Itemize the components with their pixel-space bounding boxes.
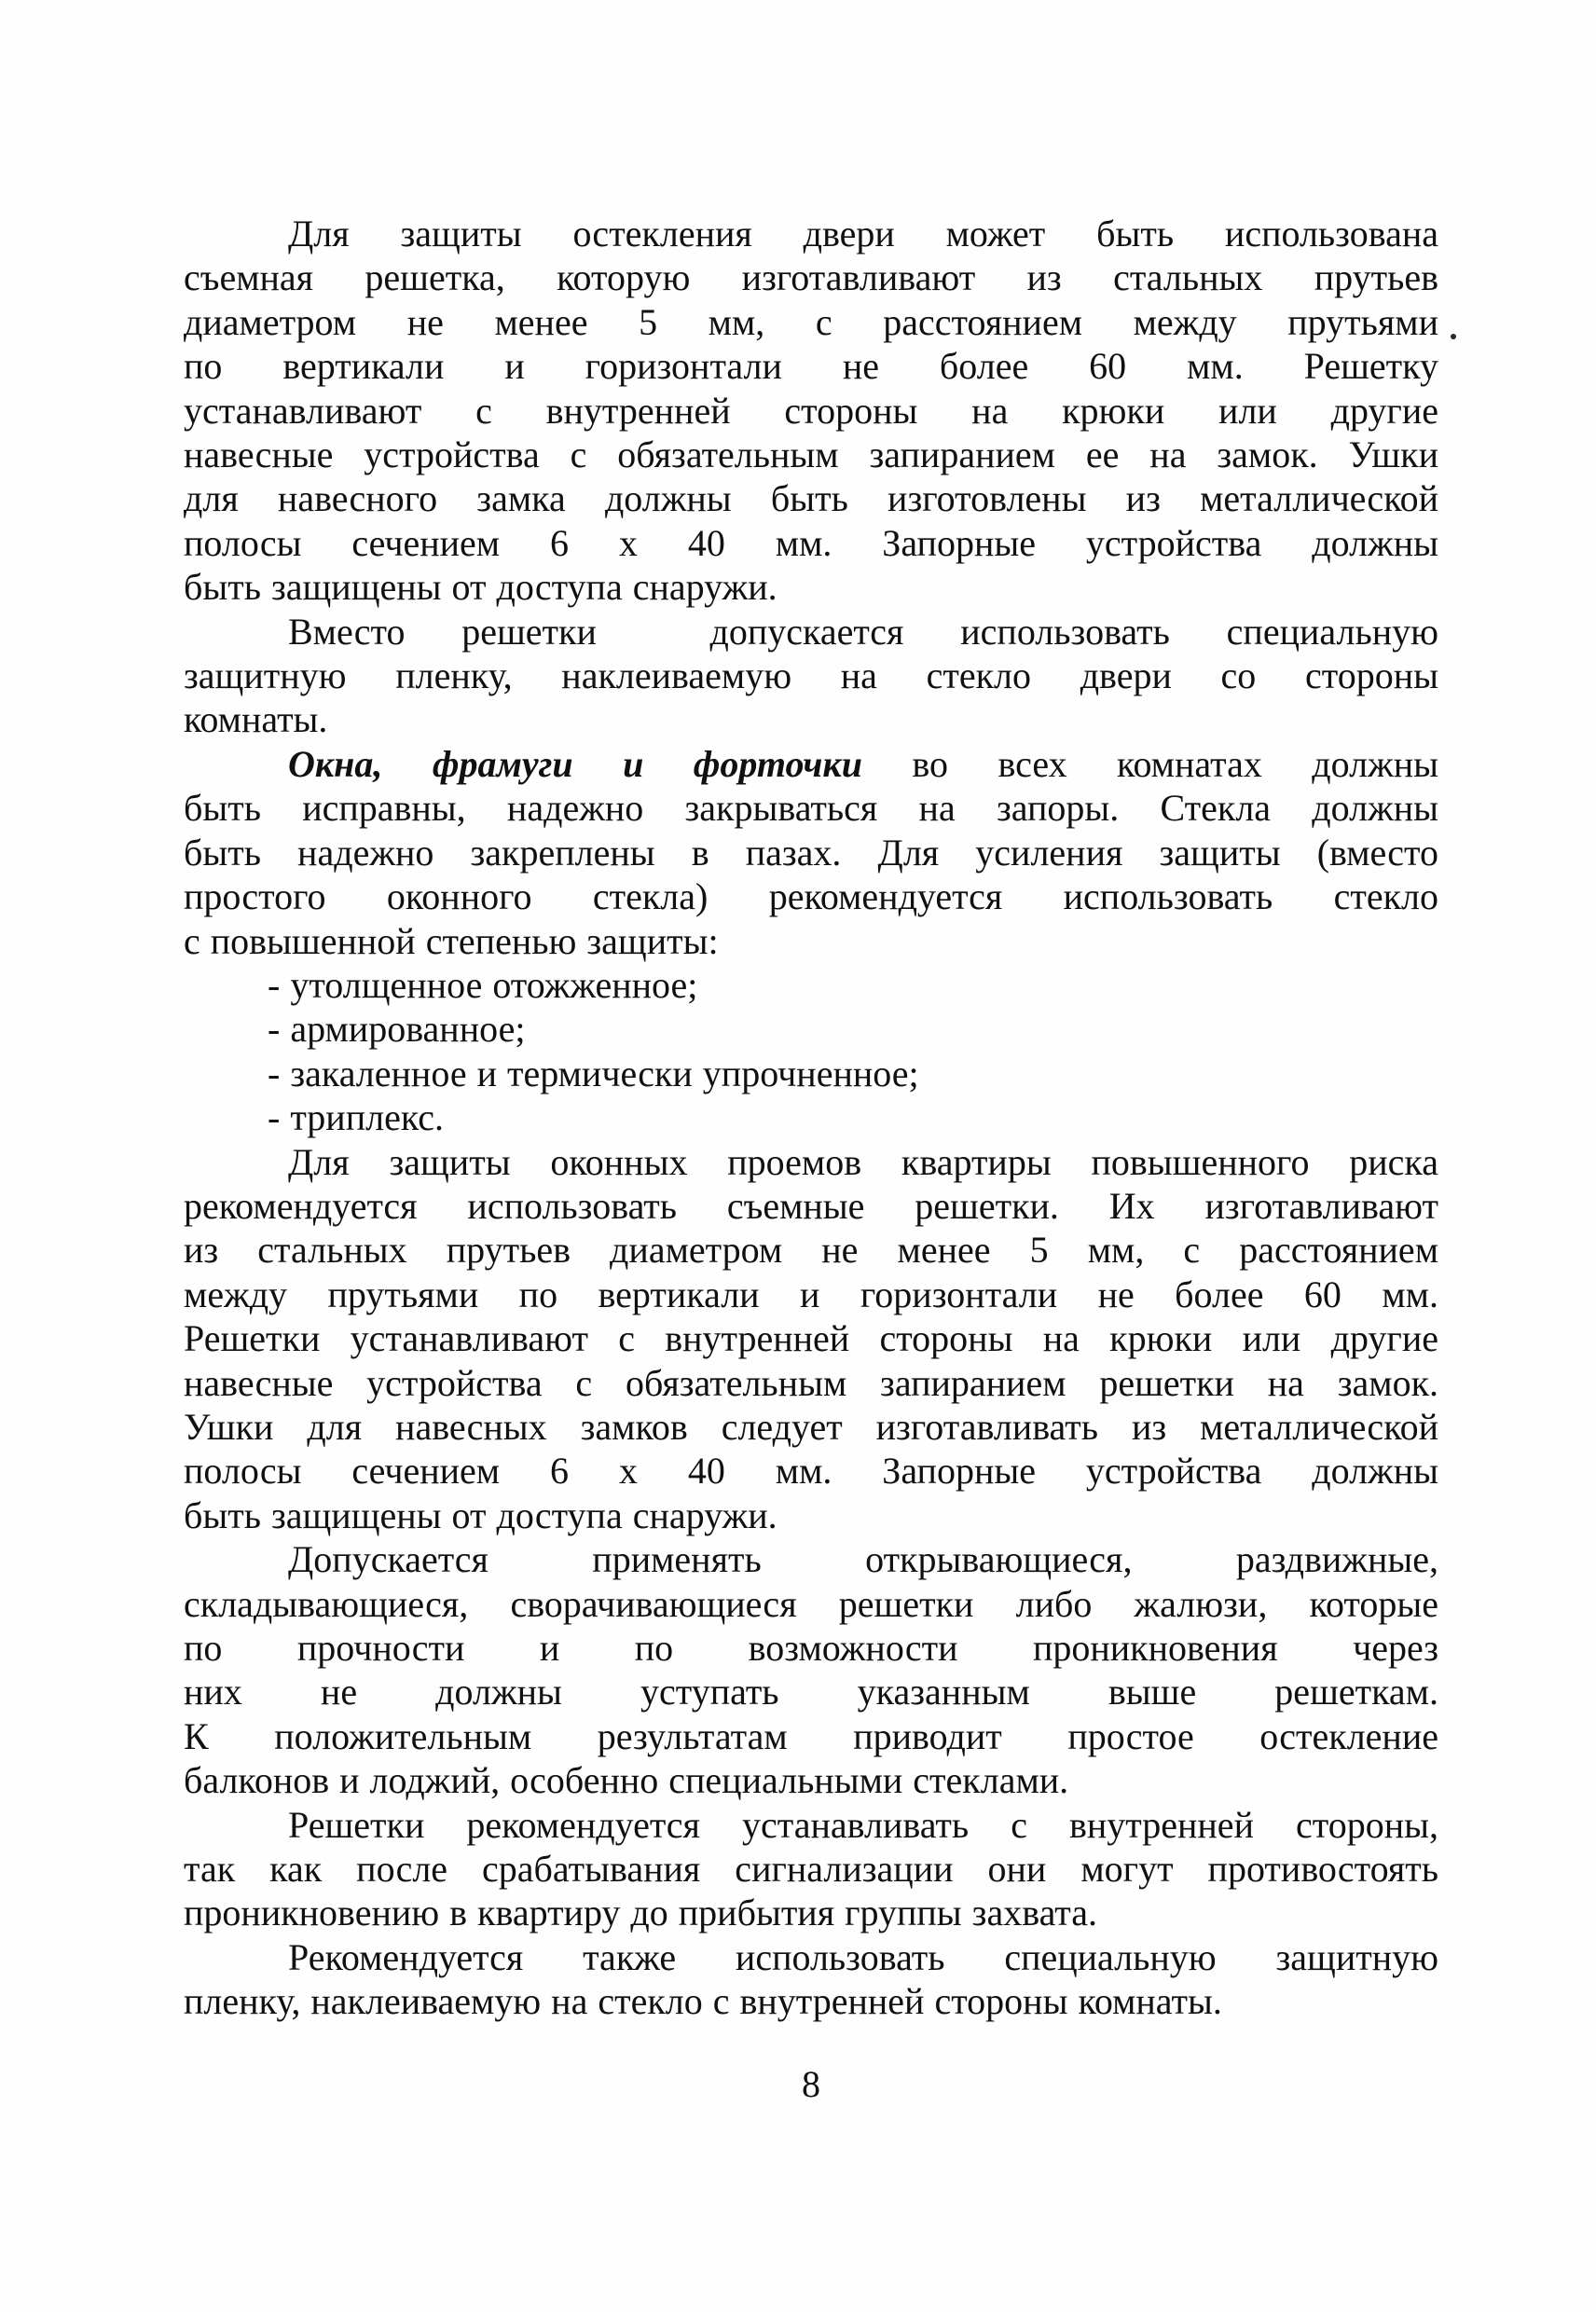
text-line: комнаты. [184, 698, 328, 741]
para-film-recommendation [184, 1935, 1438, 2024]
text-line: К положительным результатам приводит простое остекление [184, 1714, 1438, 1757]
text-line: быть надежно закреплены в пазах. Для усиления защиты (вместо [184, 831, 1438, 874]
list-item: - закаленное и термически упрочненное; [268, 1052, 919, 1094]
text-line: между прутьями по вертикали и горизонтали не более 60 мм. [184, 1273, 1438, 1315]
list-item: - триплекс. [268, 1096, 445, 1139]
text-line: Для защиты остекления двери может быть использована [288, 213, 1438, 255]
text-line: навесные устройства с обязательным запиранием ее на замок. Ушки [184, 434, 1438, 476]
text-line: Решетки рекомендуется устанавливать с внутренней стороны, [288, 1803, 1438, 1846]
para-door-glazing-protection [184, 212, 1438, 610]
text-line: устанавливают с внутренней стороны на крюки или другие [184, 389, 1438, 432]
text-line: полосы сечением 6 х 40 мм. Запорные устройства должны [184, 521, 1438, 564]
para-grille-alternatives [184, 1537, 1438, 1802]
lead-rest: во всех комнатах должны [912, 742, 1438, 785]
text-line: с повышенной степенью защиты: [184, 919, 719, 962]
text-line: пленку, наклеиваемую на стекло с внутренней стороны комнаты. [184, 1980, 1222, 2023]
para-windows-requirements [184, 742, 1438, 963]
text-line: по вертикали и горизонтали не более 60 мм. Решетку [184, 345, 1438, 388]
text-line: навесные устройства с обязательным запиранием решетки на замок. [184, 1361, 1438, 1404]
text-line: по прочности и по возможности проникновения через [184, 1627, 1438, 1669]
text-line: съемная решетка, которую изготавливают из стальных прутьев [184, 256, 1438, 299]
scan-speck [1451, 334, 1456, 339]
para-inner-side-recommendation [184, 1803, 1438, 1935]
para-protective-film-door [184, 610, 1438, 742]
text-line: из стальных прутьев диаметром не менее 5 мм, с расстоянием [184, 1229, 1438, 1272]
text-line: диаметром не менее 5 мм, с расстоянием между прутьями [184, 300, 1438, 343]
text-line [184, 742, 1438, 786]
text-line: быть защищены от доступа снаружи. [184, 566, 777, 609]
text-line: Для защиты оконных проемов квартиры повышенного риска [288, 1140, 1438, 1183]
text-line: складывающиеся, сворачивающиеся решетки либо жалюзи, которые [184, 1582, 1438, 1625]
text-line: проникновению в квартиру до прибытия группы захвата. [184, 1892, 1098, 1934]
bold-italic-lead: Окна, фрамуги и форточки [288, 742, 862, 785]
para-window-grilles [184, 1140, 1438, 1538]
text-line: быть защищены от доступа снаружи. [184, 1493, 777, 1536]
text-line: для навесного замка должны быть изготовлены из металлической [184, 477, 1438, 520]
document-text-block [184, 212, 1438, 2024]
page-number: 8 [802, 2063, 820, 2105]
glass-types-list [184, 963, 1438, 1140]
text-line: простого оконного стекла) рекомендуется использовать стекло [184, 875, 1438, 918]
text-line: защитную пленку, наклеиваемую на стекло двери со стороны [184, 654, 1438, 697]
list-item: - утолщенное отожженное; [268, 963, 698, 1006]
text-line: Решетки устанавливают с внутренней стороны на крюки или другие [184, 1317, 1438, 1360]
text-line: Рекомендуется также использовать специальную защитную [288, 1935, 1438, 1978]
text-line: так как после срабатывания сигнализации они могут противостоять [184, 1848, 1438, 1891]
text-line: рекомендуется использовать съемные решетки. Их изготавливают [184, 1184, 1438, 1227]
text-line: Ушки для навесных замков следует изготавливать из металлической [184, 1405, 1438, 1448]
text-line: Допускается применять открывающиеся, раздвижные, [288, 1538, 1438, 1581]
text-line: них не должны уступать указанным выше решеткам. [184, 1671, 1438, 1713]
text-line: Вместо решетки допускается использовать специальную [288, 610, 1438, 653]
text-line: быть исправны, надежно закрываться на запоры. Стекла должны [184, 787, 1438, 830]
list-item: - армированное; [268, 1008, 526, 1051]
text-line: полосы сечением 6 х 40 мм. Запорные устройства должны [184, 1450, 1438, 1493]
text-line: балконов и лоджий, особенно специальными стеклами. [184, 1759, 1069, 1802]
